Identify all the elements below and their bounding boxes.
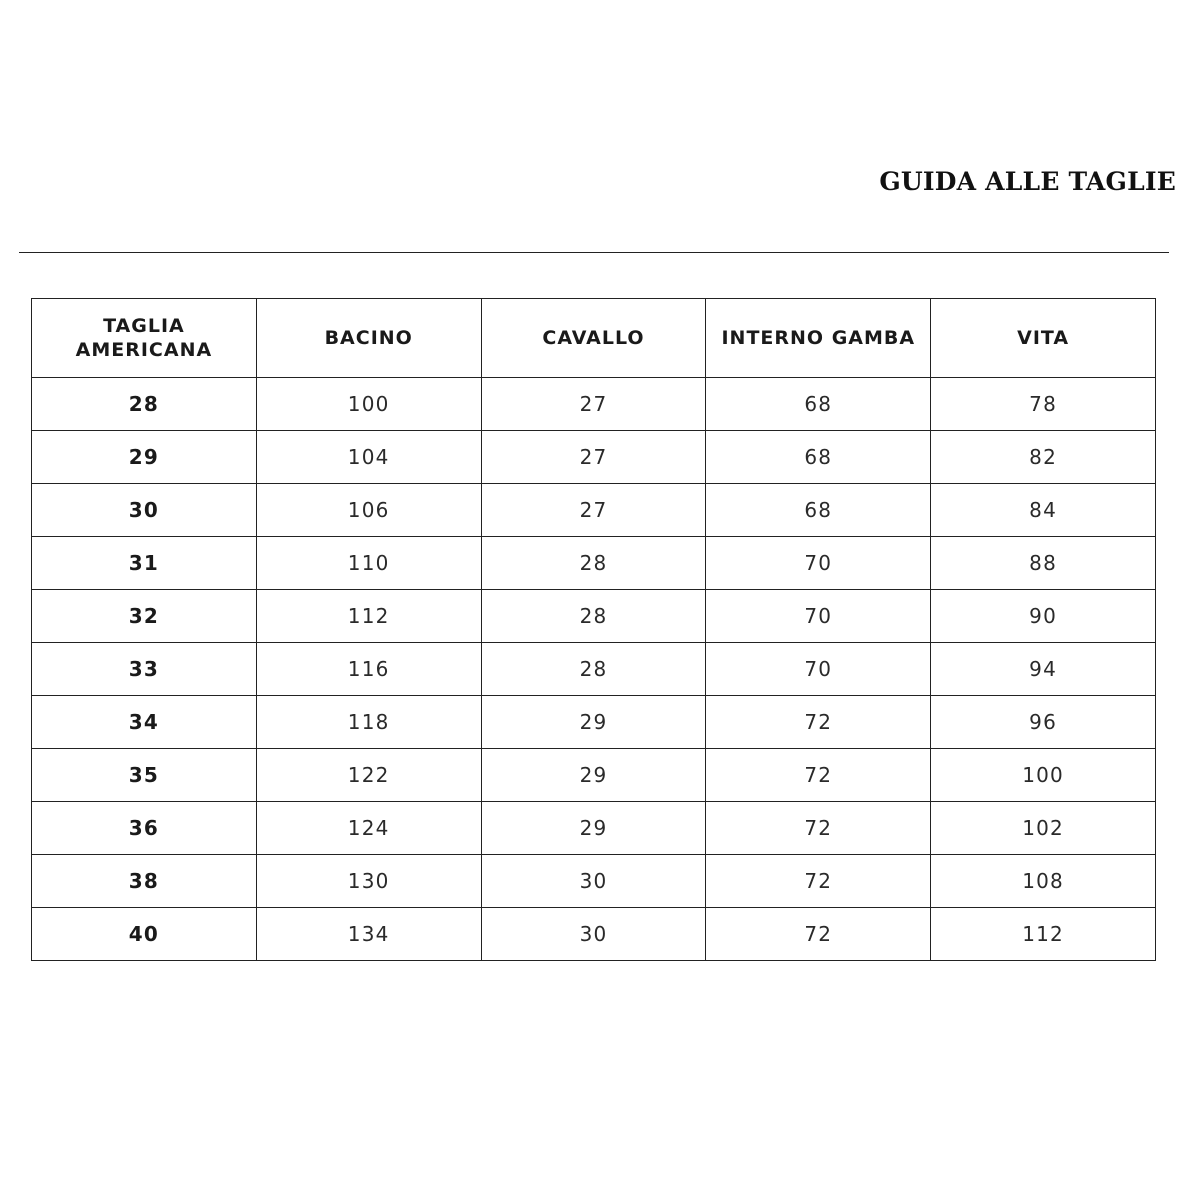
cell-cavallo: 30 — [481, 855, 706, 908]
table-body — [32, 378, 1156, 961]
header-interno-gamba: INTERNO GAMBA — [706, 299, 931, 378]
cell-size: 38 — [32, 855, 257, 908]
cell-cavallo: 27 — [481, 378, 706, 431]
cell-vita: 88 — [931, 537, 1156, 590]
cell-cavallo: 29 — [481, 749, 706, 802]
cell-size: 33 — [32, 643, 257, 696]
cell-size: 32 — [32, 590, 257, 643]
table-row — [32, 431, 1156, 484]
cell-cavallo: 28 — [481, 537, 706, 590]
cell-interno-gamba: 70 — [706, 643, 931, 696]
table-row — [32, 643, 1156, 696]
cell-bacino: 134 — [256, 908, 481, 961]
cell-size: 29 — [32, 431, 257, 484]
cell-size: 34 — [32, 696, 257, 749]
table-header-row — [32, 299, 1156, 378]
cell-vita: 112 — [931, 908, 1156, 961]
cell-bacino: 106 — [256, 484, 481, 537]
cell-vita: 108 — [931, 855, 1156, 908]
cell-vita: 96 — [931, 696, 1156, 749]
cell-bacino: 110 — [256, 537, 481, 590]
cell-size: 36 — [32, 802, 257, 855]
cell-cavallo: 27 — [481, 431, 706, 484]
cell-interno-gamba: 72 — [706, 855, 931, 908]
cell-interno-gamba: 72 — [706, 749, 931, 802]
cell-bacino: 124 — [256, 802, 481, 855]
cell-cavallo: 28 — [481, 590, 706, 643]
table-row — [32, 696, 1156, 749]
table-row — [32, 378, 1156, 431]
header-cavallo: CAVALLO — [481, 299, 706, 378]
cell-vita: 90 — [931, 590, 1156, 643]
cell-size: 28 — [32, 378, 257, 431]
cell-vita: 78 — [931, 378, 1156, 431]
cell-interno-gamba: 68 — [706, 484, 931, 537]
cell-vita: 100 — [931, 749, 1156, 802]
cell-bacino: 104 — [256, 431, 481, 484]
table-row — [32, 855, 1156, 908]
cell-size: 31 — [32, 537, 257, 590]
cell-size: 35 — [32, 749, 257, 802]
cell-cavallo: 27 — [481, 484, 706, 537]
cell-vita: 82 — [931, 431, 1156, 484]
page-title: GUIDA ALLE TAGLIE — [879, 167, 1176, 196]
title-divider — [19, 252, 1169, 253]
cell-interno-gamba: 68 — [706, 378, 931, 431]
cell-bacino: 118 — [256, 696, 481, 749]
table-row — [32, 484, 1156, 537]
size-chart-table — [31, 298, 1156, 961]
cell-interno-gamba: 70 — [706, 590, 931, 643]
cell-bacino: 116 — [256, 643, 481, 696]
cell-vita: 102 — [931, 802, 1156, 855]
cell-vita: 94 — [931, 643, 1156, 696]
cell-interno-gamba: 70 — [706, 537, 931, 590]
cell-bacino: 130 — [256, 855, 481, 908]
cell-cavallo: 29 — [481, 802, 706, 855]
table-row — [32, 908, 1156, 961]
table-row — [32, 802, 1156, 855]
cell-bacino: 100 — [256, 378, 481, 431]
cell-cavallo: 29 — [481, 696, 706, 749]
header-size-line2: AMERICANA — [75, 339, 213, 361]
cell-vita: 84 — [931, 484, 1156, 537]
cell-cavallo: 28 — [481, 643, 706, 696]
cell-interno-gamba: 72 — [706, 696, 931, 749]
table-row — [32, 749, 1156, 802]
cell-bacino: 112 — [256, 590, 481, 643]
header-vita: VITA — [931, 299, 1156, 378]
cell-interno-gamba: 68 — [706, 431, 931, 484]
cell-interno-gamba: 72 — [706, 802, 931, 855]
cell-bacino: 122 — [256, 749, 481, 802]
table-row — [32, 590, 1156, 643]
table-row — [32, 537, 1156, 590]
cell-size: 30 — [32, 484, 257, 537]
cell-cavallo: 30 — [481, 908, 706, 961]
header-bacino: BACINO — [256, 299, 481, 378]
header-size-line1: TAGLIA — [103, 315, 185, 337]
cell-size: 40 — [32, 908, 257, 961]
header-size — [32, 299, 257, 378]
cell-interno-gamba: 72 — [706, 908, 931, 961]
